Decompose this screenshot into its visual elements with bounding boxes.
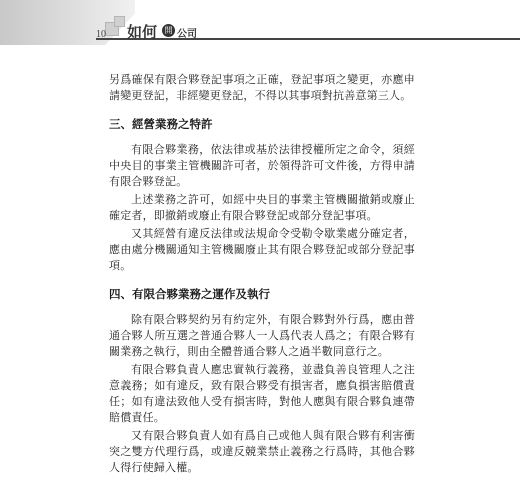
- header-rule: [96, 38, 520, 40]
- section4-paragraph-1: 除有限合夥契約另有約定外，有限合夥對外行爲，應由普通合夥人所互選之普通合夥人一人爲代表人爲之；有限合夥有關業務之執行，則由全體普通合夥人之過半數同意行之。: [109, 313, 415, 358]
- section3-paragraph-2: 上述業務之許可，如經中央目的事業主管機關撤銷或廢止確定者，即撤銷或廢止有限合夥登記或部分登記事項。: [109, 193, 415, 222]
- section-heading-4: 四、有限合夥業務之運作及執行: [109, 287, 270, 301]
- book-title: 如何: [127, 23, 158, 41]
- cube-decoration: [114, 16, 125, 27]
- book-title-tail: 公司: [177, 29, 197, 40]
- book-title-badge: 開: [162, 24, 175, 37]
- section4-paragraph-3: 又有限合夥負責人如有爲自己或他人與有限合夥有利害衝突之雙方代理行爲，或違反競業禁止義務之行爲時，其他合夥人得行使歸入權。: [109, 429, 415, 474]
- page-body: [109, 72, 415, 476]
- page-number: 10: [96, 29, 106, 40]
- section3-paragraph-1: 有限合夥業務，依法律或基於法律授權所定之命令，須經中央目的事業主管機關許可者，於領得許可文件後，方得申請有限合夥登記。: [109, 143, 415, 188]
- section4-paragraph-2: 有限合夥負責人應忠實執行義務，並盡負善良管理人之注意義務；如有違反，致有限合夥受有損害者，應負損害賠償責任；如有違法致他人受有損害時，對他人應與有限合夥負連帶賠償責任。: [109, 363, 415, 424]
- section3-paragraph-3: 又其經營有違反法律或法規命令受勒令歇業處分確定者，應由處分機關通知主管機關廢止其有限合夥登記或部分登記事項。: [109, 227, 415, 272]
- intro-paragraph: 另爲確保有限合夥登記事項之正確，登記事項之變更，亦應申請變更登記，非經變更登記，不得以其事項對抗善意第三人。: [109, 73, 415, 102]
- section-heading-3: 三、經營業務之特許: [109, 117, 213, 131]
